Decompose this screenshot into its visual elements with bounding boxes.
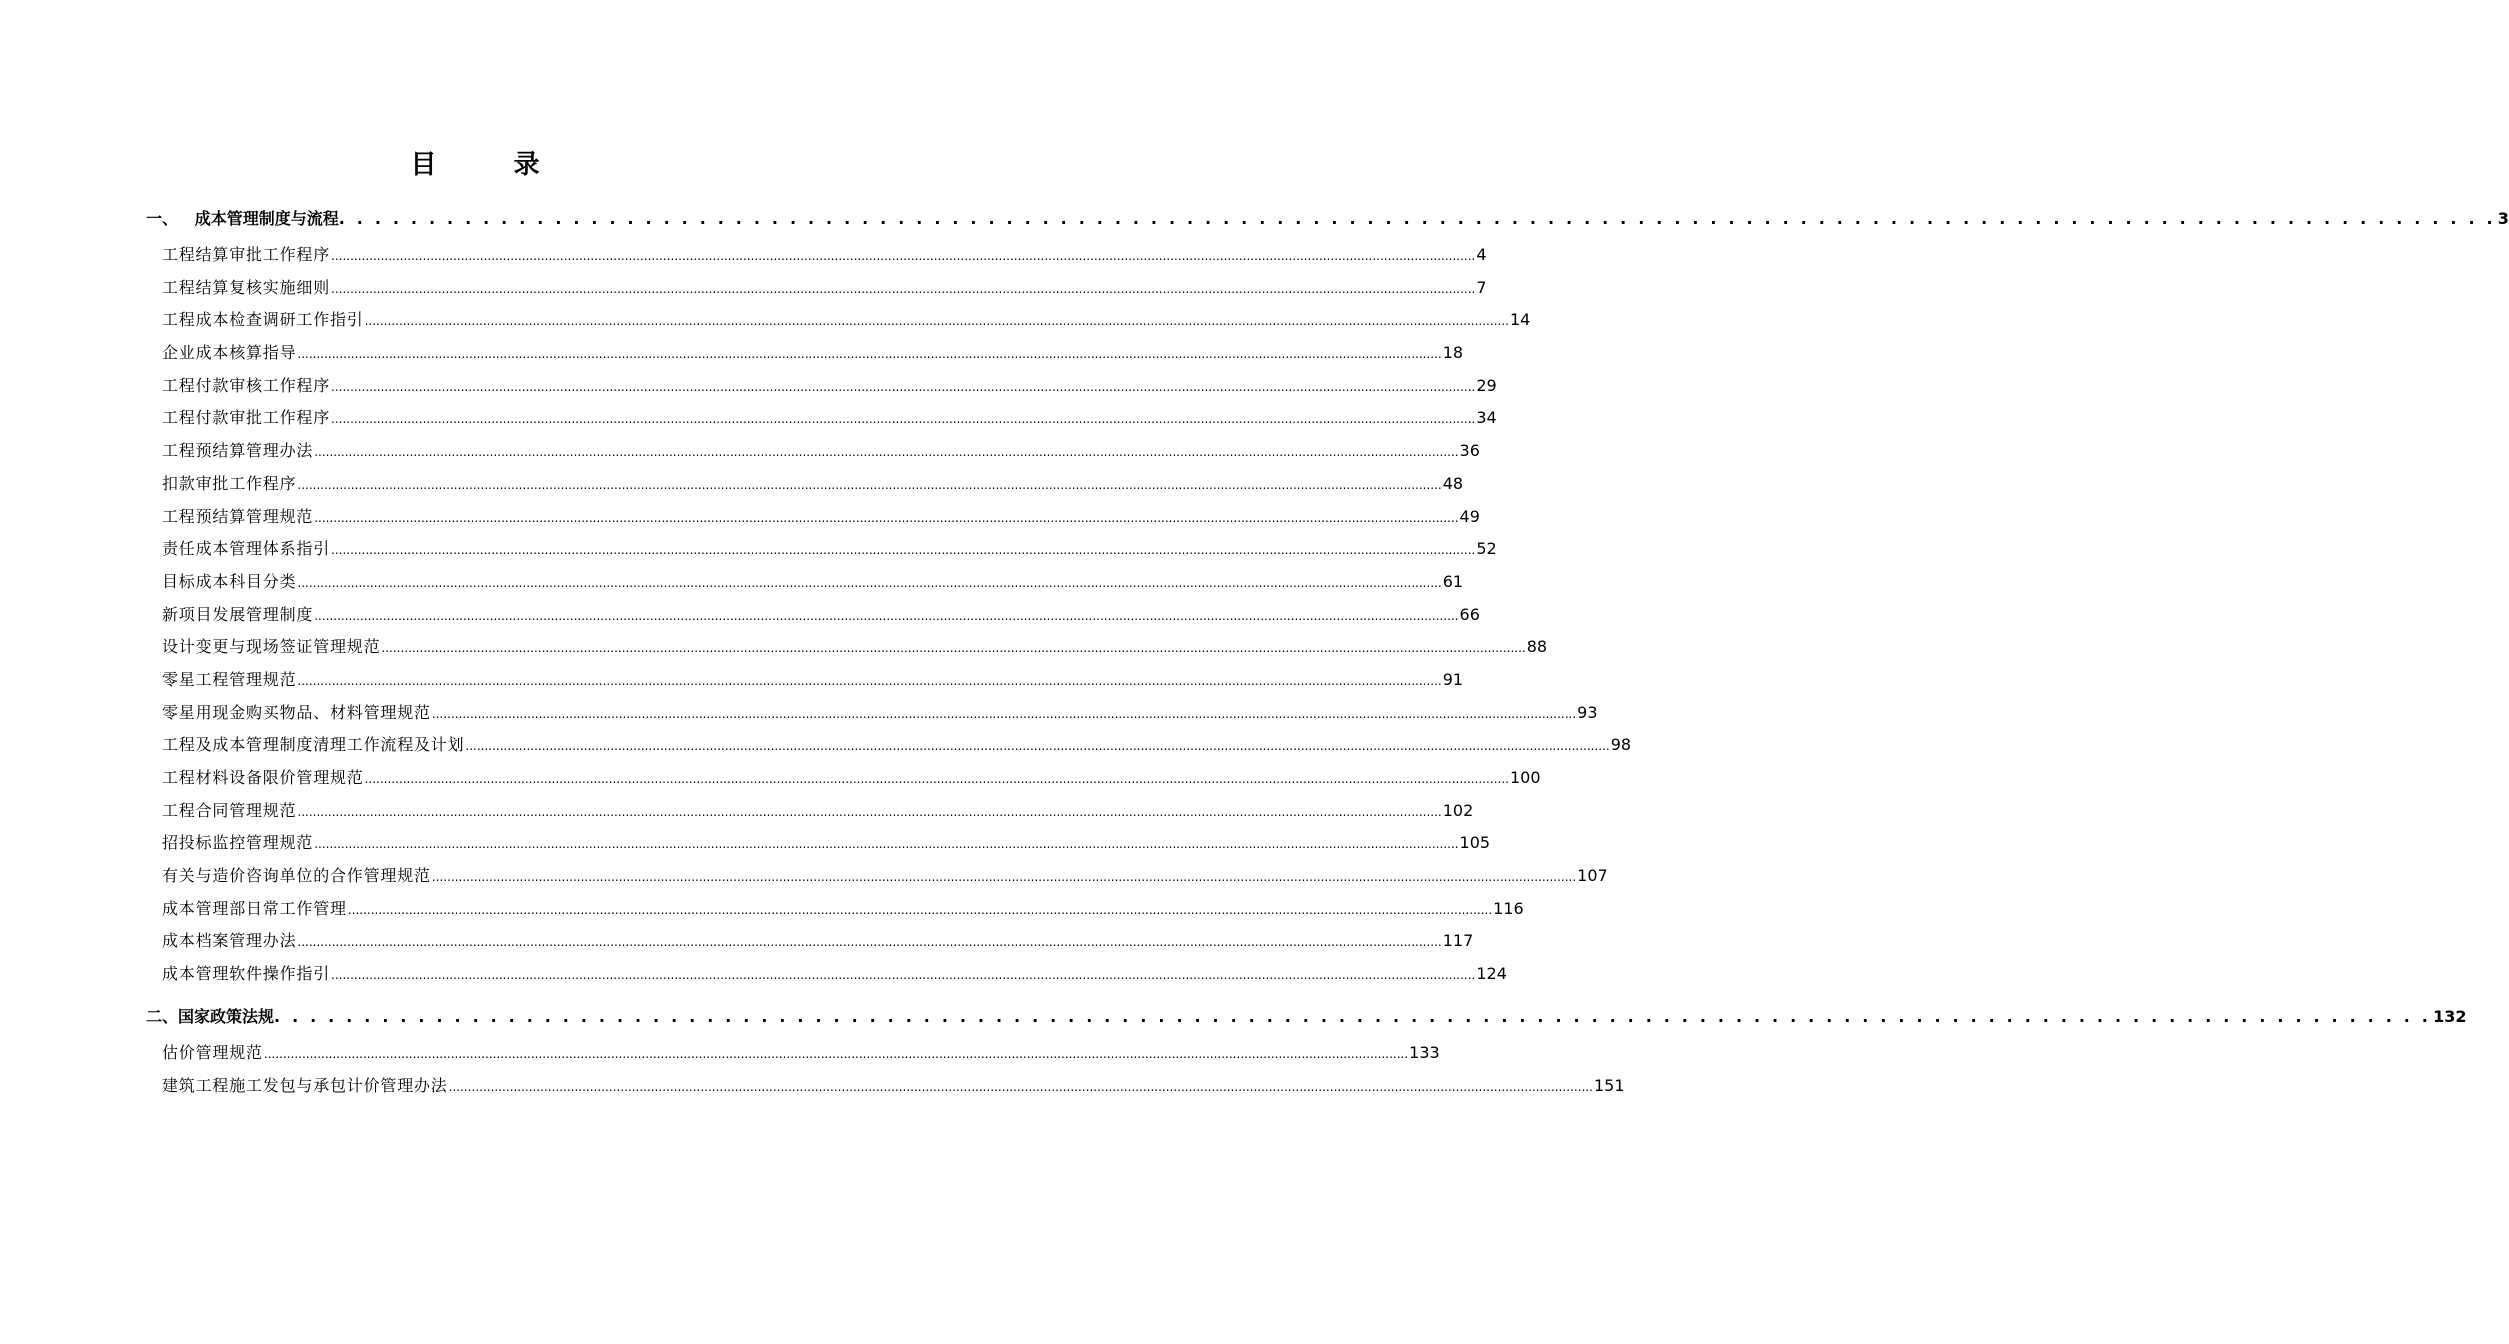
entry-label: 扣款审批工作程序 xyxy=(162,473,297,493)
entry-page-number: 116 xyxy=(1493,898,1524,918)
dot-leader: ............................................................................................................................................................................................................................................................................................................ xyxy=(331,281,1476,296)
toc-entry[interactable] xyxy=(146,896,1524,929)
entry-page-number: 14 xyxy=(1509,310,1531,330)
entry-page-number: 93 xyxy=(1577,702,1598,722)
entry-label: 工程材料设备限价管理规范 xyxy=(162,768,364,787)
toc-entry[interactable] xyxy=(146,700,1598,733)
section-page-number: 132 xyxy=(2433,1006,2467,1026)
dot-leader: ............................................................................................................................................................................................................................................................................................................ xyxy=(263,1046,1409,1061)
entry-label: 工程结算复核实施细则 xyxy=(162,277,331,297)
entry-page-number: 29 xyxy=(1476,375,1497,395)
dot-leader: ............................................................................................................................................................................................................................................................................................................ xyxy=(448,1079,1593,1094)
entry-label: 目标成本科目分类 xyxy=(162,571,297,591)
toc-entry[interactable] xyxy=(146,471,1464,504)
toc-entry[interactable] xyxy=(146,242,1487,275)
section-page-number: 3 xyxy=(2497,209,2509,228)
toc-entry[interactable] xyxy=(146,405,1497,438)
section-label: 成本管理制度与流程 xyxy=(194,209,339,228)
entry-page-number: 151 xyxy=(1593,1075,1625,1095)
dot-leader: ............................................................................................................................................................................................................................................................................................................ xyxy=(297,575,1442,590)
section-number: 一、 xyxy=(146,209,195,228)
dot-leader: ............................................................................................................................................................................................................................................................................................................ xyxy=(314,837,1459,852)
entry-label: 设计变更与现场签证管理规范 xyxy=(162,637,381,657)
entry-page-number: 52 xyxy=(1476,539,1497,559)
entry-label: 工程预结算管理办法 xyxy=(162,441,314,461)
dot-leader: ............................................................................................................................................................................................................................................................................................................ xyxy=(465,739,1610,754)
entry-label: 零星用现金购买物品、材料管理规范 xyxy=(162,702,431,722)
entry-label: 新项目发展管理制度 xyxy=(162,604,314,624)
entry-page-number: 100 xyxy=(1509,768,1541,787)
dot-leader: ............................................................................................................................................................................................................................................................................................................ xyxy=(347,902,1493,917)
toc-entry[interactable] xyxy=(146,504,1480,537)
dot-leader: ............................................................................................................................................................................................................................................................................................................ xyxy=(331,379,1476,394)
dot-leader: ............................................................................................................................................................................................................................................................................................................ xyxy=(331,249,1476,263)
toc-section-heading[interactable] xyxy=(146,1004,2467,1030)
toc-entry[interactable] xyxy=(146,928,1474,961)
entry-page-number: 34 xyxy=(1476,408,1497,428)
toc-entry[interactable] xyxy=(146,275,1487,308)
dot-leader: . . . . . . . . . . . . . . . . . . . . . . . . . . . . . . . . . . . . . . . . . . . . . . . . . . . . . . . . . . . . . . . . . . . . . . . . . . . . . . . . . . . . . . . . . . . . . . . . . . . . . . . . . . . . . . . . . . . . . . . . xyxy=(274,1006,2432,1026)
dot-leader: ............................................................................................................................................................................................................................................................................................................ xyxy=(431,706,1577,721)
dot-leader: ............................................................................................................................................................................................................................................................................................................ xyxy=(297,477,1442,492)
toc-entry[interactable] xyxy=(146,961,1507,994)
entry-label: 工程付款审核工作程序 xyxy=(162,375,331,395)
dot-leader: ............................................................................................................................................................................................................................................................................................................ xyxy=(314,510,1459,525)
dot-leader: ............................................................................................................................................................................................................................................................................................................ xyxy=(364,772,1509,786)
entry-label: 有关与造价咨询单位的合作管理规范 xyxy=(162,866,431,886)
entry-label: 零星工程管理规范 xyxy=(162,669,297,689)
entry-label: 责任成本管理体系指引 xyxy=(162,539,331,559)
entry-page-number: 18 xyxy=(1442,343,1464,363)
toc-entry[interactable] xyxy=(146,863,1608,896)
toc-entry[interactable] xyxy=(146,307,1531,340)
entry-label: 工程付款审批工作程序 xyxy=(162,408,331,428)
toc-entry[interactable] xyxy=(146,602,1480,635)
entry-page-number: 49 xyxy=(1459,506,1480,526)
entry-label: 工程预结算管理规范 xyxy=(162,506,314,526)
entry-page-number: 107 xyxy=(1577,866,1608,886)
entry-label: 工程合同管理规范 xyxy=(162,800,297,820)
entry-page-number: 61 xyxy=(1442,571,1464,591)
entry-page-number: 66 xyxy=(1459,604,1480,624)
entry-page-number: 98 xyxy=(1610,735,1632,755)
entry-label: 成本管理部日常工作管理 xyxy=(162,898,347,918)
toc-title: 目 录 xyxy=(410,150,574,180)
dot-leader: ............................................................................................................................................................................................................................................................................................................ xyxy=(331,968,1476,983)
entry-page-number: 7 xyxy=(1476,277,1487,297)
entry-page-number: 117 xyxy=(1442,931,1474,951)
dot-leader: ............................................................................................................................................................................................................................................................................................................ xyxy=(331,412,1476,427)
dot-leader: ............................................................................................................................................................................................................................................................................................................ xyxy=(314,608,1459,623)
entry-page-number: 91 xyxy=(1442,669,1464,689)
toc-entry[interactable] xyxy=(146,373,1497,406)
section-label: 国家政策法规 xyxy=(178,1006,275,1026)
toc-entry[interactable] xyxy=(146,765,1541,798)
entry-label: 建筑工程施工发包与承包计价管理办法 xyxy=(162,1075,448,1095)
entry-page-number: 88 xyxy=(1526,637,1548,657)
dot-leader: ............................................................................................................................................................................................................................................................................................................ xyxy=(297,673,1442,688)
dot-leader: ............................................................................................................................................................................................................................................................................................................ xyxy=(331,543,1476,558)
entry-label: 工程结算审批工作程序 xyxy=(162,245,331,264)
toc-entry[interactable] xyxy=(146,569,1464,602)
toc-entry[interactable] xyxy=(146,536,1497,569)
entry-page-number: 102 xyxy=(1442,800,1474,820)
entry-page-number: 124 xyxy=(1476,964,1507,984)
dot-leader: ............................................................................................................................................................................................................................................................................................................ xyxy=(381,641,1526,656)
toc-entry[interactable] xyxy=(146,1040,1440,1073)
dot-leader: ............................................................................................................................................................................................................................................................................................................ xyxy=(364,314,1509,329)
entry-label: 招投标监控管理规范 xyxy=(162,833,314,853)
entry-page-number: 105 xyxy=(1459,833,1491,853)
toc-entry[interactable] xyxy=(146,830,1491,863)
toc-entry[interactable] xyxy=(146,634,1548,667)
entry-page-number: 133 xyxy=(1409,1042,1440,1062)
toc-entry[interactable] xyxy=(146,732,1632,765)
entry-page-number: 4 xyxy=(1476,245,1487,264)
entry-label: 估价管理规范 xyxy=(162,1042,263,1062)
toc-entry[interactable] xyxy=(146,438,1480,471)
entry-label: 企业成本核算指导 xyxy=(162,343,297,363)
entry-label: 工程成本检查调研工作指引 xyxy=(162,310,364,330)
dot-leader: ............................................................................................................................................................................................................................................................................................................ xyxy=(297,347,1442,362)
table-of-contents xyxy=(146,206,2509,1105)
toc-entry[interactable] xyxy=(146,1073,1625,1106)
entry-page-number: 36 xyxy=(1459,441,1480,461)
toc-entry[interactable] xyxy=(146,340,1464,373)
entry-label: 成本档案管理办法 xyxy=(162,931,297,951)
section-number: 二、 xyxy=(146,1006,179,1026)
toc-section-heading[interactable] xyxy=(146,206,2509,232)
dot-leader: . . . . . . . . . . . . . . . . . . . . . . . . . . . . . . . . . . . . . . . . . . . . . . . . . . . . . . . . . . . . . . . . . . . . . . . . . . . . . . . . . . . . . . . . . . . . . . . . . . . . . . . . . . . . . . . . . . . . . . . . xyxy=(338,209,2496,228)
dot-leader: ............................................................................................................................................................................................................................................................................................................ xyxy=(314,445,1459,460)
entry-page-number: 48 xyxy=(1442,473,1464,493)
entry-label: 成本管理软件操作指引 xyxy=(162,964,331,984)
toc-entry[interactable] xyxy=(146,667,1464,700)
dot-leader: ............................................................................................................................................................................................................................................................................................................ xyxy=(297,935,1442,950)
dot-leader: ............................................................................................................................................................................................................................................................................................................ xyxy=(431,870,1577,885)
dot-leader: ............................................................................................................................................................................................................................................................................................................ xyxy=(297,804,1442,819)
toc-entry[interactable] xyxy=(146,798,1474,831)
entry-label: 工程及成本管理制度清理工作流程及计划 xyxy=(162,735,465,755)
